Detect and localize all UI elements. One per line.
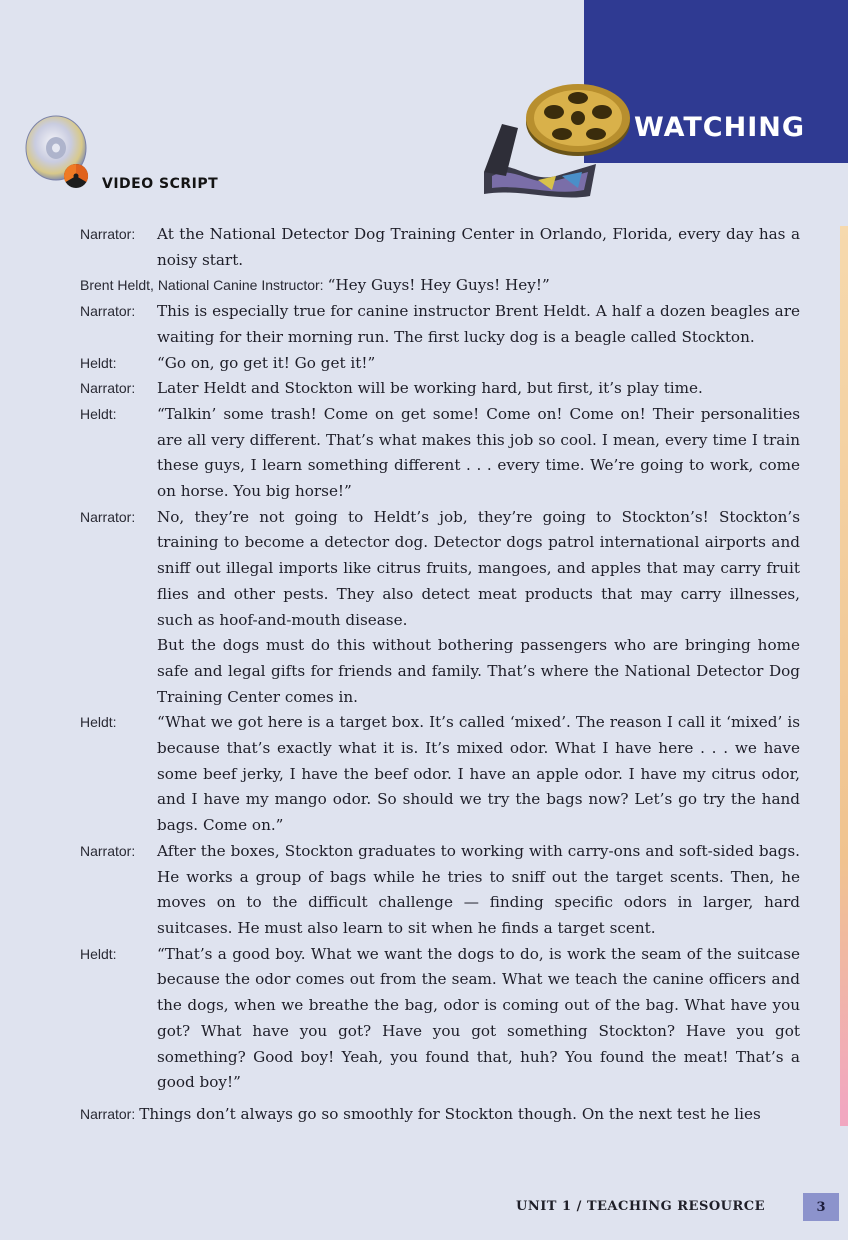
- banner-title: WATCHING: [634, 112, 806, 143]
- script-line: [80, 839, 800, 942]
- script-line: [80, 1102, 800, 1128]
- script-line: [80, 299, 800, 350]
- script-line: [80, 710, 800, 839]
- line-text: “Hey Guys! Hey Guys! Hey!”: [327, 276, 550, 295]
- script-line: [80, 351, 800, 377]
- line-text: Later Heldt and Stockton will be working hard, but first, it’s play time.: [157, 379, 703, 398]
- line-text: “Go on, go get it! Go get it!”: [157, 353, 376, 372]
- script-line: [80, 376, 800, 402]
- film-reel-icon: [478, 84, 638, 202]
- speaker-label: Narrator:: [80, 380, 136, 397]
- speaker-label: Narrator:: [80, 842, 136, 859]
- script-line: [80, 505, 800, 634]
- script-line: [80, 633, 800, 710]
- line-text: “That’s a good boy. What we want the dogs to do, is work the seam of the suitcase because the odor comes out from the seam. What we teach the canine officers and the dogs, when we breathe the bag, odor is coming out of the bag. What have you got? What have you got? Have you got something Stockton? Have you got something? Good boy! Yeah, you found that, huh? You found the meat! That’s a good boy!”: [157, 944, 800, 1092]
- line-text: “What we got here is a target box. It’s called ‘mixed’. The reason I call it ‘mixed’ is because that’s exactly what it is. It’s mixed odor. What I have here . . . we have some beef jerky, I have the beef odor. I have an apple odor. I have my citrus odor, and I have my mango odor. So should we try the bags now? Let’s go try the hand bags. Come on.”: [157, 713, 800, 835]
- speaker-label: Narrator:: [80, 226, 136, 242]
- section-title: VIDEO SCRIPT: [102, 176, 219, 192]
- speaker-label: Heldt:: [80, 354, 117, 371]
- page-number: 3: [803, 1193, 839, 1221]
- cd-disc-icon: [22, 112, 100, 196]
- video-script: [80, 222, 800, 1128]
- footer-unit-label: UNIT 1 / TEACHING RESOURCE: [516, 1199, 766, 1214]
- script-line: [80, 402, 800, 505]
- edge-stripe: [840, 226, 848, 1126]
- speaker-label: Heldt:: [80, 405, 117, 422]
- line-text: No, they’re not going to Heldt’s job, they’re going to Stockton’s! Stockton’s training to become a detector dog. Detector dogs patrol international airports and sniff out illegal imports like citrus fruits, mangoes, and apples that may carry fruit flies and other pests. They also detect meat products that may carry illnesses, such as hoof-and-mouth disease.: [157, 507, 800, 629]
- line-text: After the boxes, Stockton graduates to working with carry-ons and soft-sided bags. He works a group of bags while he tries to sniff out the target scents. Then, he moves on to the difficult challenge — finding specific odors in larger, hard suitcases. He must also learn to sit when he finds a target scent.: [157, 841, 800, 937]
- speaker-label: Heldt:: [80, 714, 117, 731]
- speaker-label: Heldt:: [80, 945, 117, 962]
- script-line: [80, 273, 800, 299]
- speaker-label: Narrator:: [80, 1105, 136, 1122]
- speaker-label: Brent Heldt, National Canine Instructor:: [80, 277, 324, 294]
- speaker-label: Narrator:: [80, 303, 136, 320]
- line-text: But the dogs must do this without bothering passengers who are bringing home safe and legal gifts for friends and family. That’s where the National Detector Dog Training Center comes in.: [157, 636, 800, 706]
- line-text: “Talkin’ some trash! Come on get some! Come on! Come on! Their personalities are all very different. That’s what makes this job so cool. I mean, every time I train these guys, I learn something different . . . every time. We’re going to work, come on horse. You big horse!”: [157, 404, 800, 501]
- line-text: Things don’t always go so smoothly for Stockton though. On the next test he lies: [139, 1104, 761, 1123]
- script-line: [80, 222, 800, 273]
- script-line: [80, 942, 800, 1096]
- speaker-label: Narrator:: [80, 508, 136, 525]
- line-text: At the National Detector Dog Training Center in Orlando, Florida, every day has a noisy start.: [157, 225, 800, 269]
- line-text: This is especially true for canine instructor Brent Heldt. A half a dozen beagles are waiting for their morning run. The first lucky dog is a beagle called Stockton.: [157, 302, 800, 346]
